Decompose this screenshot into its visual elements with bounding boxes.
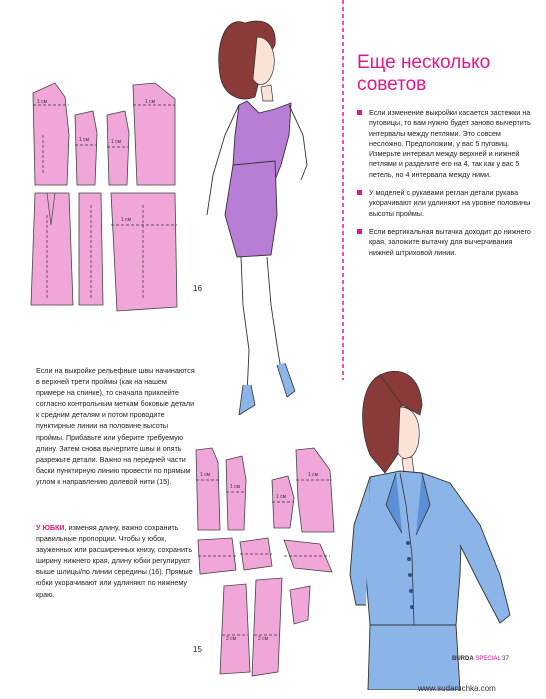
pattern-peplum-front (284, 540, 332, 572)
pattern-bodice-front (133, 83, 175, 185)
label-1cm: 1 см (121, 217, 132, 223)
fashion-illustration-dress (185, 5, 335, 415)
jacket-button (406, 541, 410, 545)
pattern-skirt-back (31, 193, 73, 305)
label-2cm: 2 см (226, 636, 237, 642)
label-1cm: 1 см (111, 139, 122, 145)
pattern-skirt-front (111, 193, 177, 311)
label-1cm: 1 см (276, 494, 287, 500)
pattern-bodice-side (75, 111, 97, 185)
footer-page-number: 37 (502, 656, 509, 662)
pattern-bodice-back (33, 83, 69, 185)
pattern-jacket-front (296, 448, 334, 532)
jacket-button (407, 557, 411, 561)
pattern-peplum-side (240, 538, 272, 570)
tip-item (357, 188, 537, 219)
tips-title-line1: Еще несколько (357, 52, 491, 73)
skirts-heading: У ЮБКИ (36, 523, 65, 532)
tips-list (357, 108, 537, 258)
page-footer (452, 656, 509, 662)
label-1cm: 1 см (200, 472, 211, 478)
pattern-pieces-top (25, 75, 185, 315)
label-1cm: 1 см (308, 472, 319, 478)
pattern-collar (290, 586, 310, 624)
tips-section (357, 52, 537, 266)
pattern-sleeve-upper (220, 584, 250, 674)
label-1cm: 1 см (145, 99, 156, 105)
pattern-skirt-side (79, 193, 103, 305)
tip-text: Если вертикальная вытачка доходит до нижнего края, заложите вытачку для вычерчивания нижней штриховой линии. (369, 226, 531, 257)
pattern-bodice-side-front (107, 111, 129, 185)
label-1cm: 1 см (230, 484, 241, 490)
label-2cm: 2 см (258, 636, 269, 642)
bullet-square-icon (357, 229, 362, 234)
skirts-text: , изменяя длину, важно сохранить правильные пропорции. Чтобы у юбок, зауженных или расширенных книзу, сохранить ширину нижнего края, длину юбки регулируют выше шлицы/по линии середины (16). Прямые юбки укорачивают или удлиняют по нижнему краю. (36, 523, 193, 599)
body-paragraph: Если на выкройке рельефные швы начинаются в верхней трети проймы (как на нашем примере на спинке), то сначала приклейте согласно контрольным меткам боковые детали к средним деталям и потом проводите пунктирные линии на половине высоты проймы. Прибавьте или уберите требуемую длину. Затем снова вычертите швы и опять разрежьте детали. Важно на передней части баски пунктирную линию провести по прямым углом к направлению долевой нити (15). (36, 366, 195, 486)
figure-number-15: 15 (193, 645, 202, 654)
tip-text: У моделей с рукавами реглан детали рукава укорачивают или удлиняют на уровне половины высоты проймы. (369, 188, 531, 218)
label-1cm: 1 см (79, 137, 90, 143)
dashed-divider (340, 0, 346, 380)
pattern-pieces-bottom (190, 440, 340, 680)
tips-title-line2: советов (357, 74, 427, 95)
bullet-square-icon (357, 190, 362, 195)
fashion-illustration-jacket (340, 355, 540, 690)
skirts-paragraph (36, 522, 196, 600)
footer-section: SPECIAL (475, 656, 501, 662)
jacket-button (410, 605, 414, 609)
tip-item (357, 108, 537, 180)
pattern-jacket-side-back (226, 456, 246, 530)
pattern-sleeve-under (252, 578, 282, 676)
footer-brand: BURDA (452, 656, 474, 662)
tip-item (357, 227, 537, 258)
label-1cm: 1 см (37, 99, 48, 105)
bullet-square-icon (357, 110, 362, 115)
jacket-button (409, 589, 413, 593)
watermark-url: www.sudaruchka.com (418, 684, 496, 693)
tip-text: Если изменение выкройки касается застежки на пуговицы, то вам нужно будет заново вычертить интервалы между петлями. Это совсем несложно. Предположим, у вас 5 пуговиц. Измерьте интервал между верхней и нижней петлями и разделите его на 4, так как у вас 5 петель, но 4 интервала между ними. (369, 108, 531, 179)
pattern-jacket-back (196, 448, 220, 530)
pattern-peplum-back (198, 538, 236, 574)
pattern-jacket-side-front (272, 476, 294, 528)
jacket-button (408, 573, 412, 577)
figure-number-16: 16 (193, 284, 202, 293)
